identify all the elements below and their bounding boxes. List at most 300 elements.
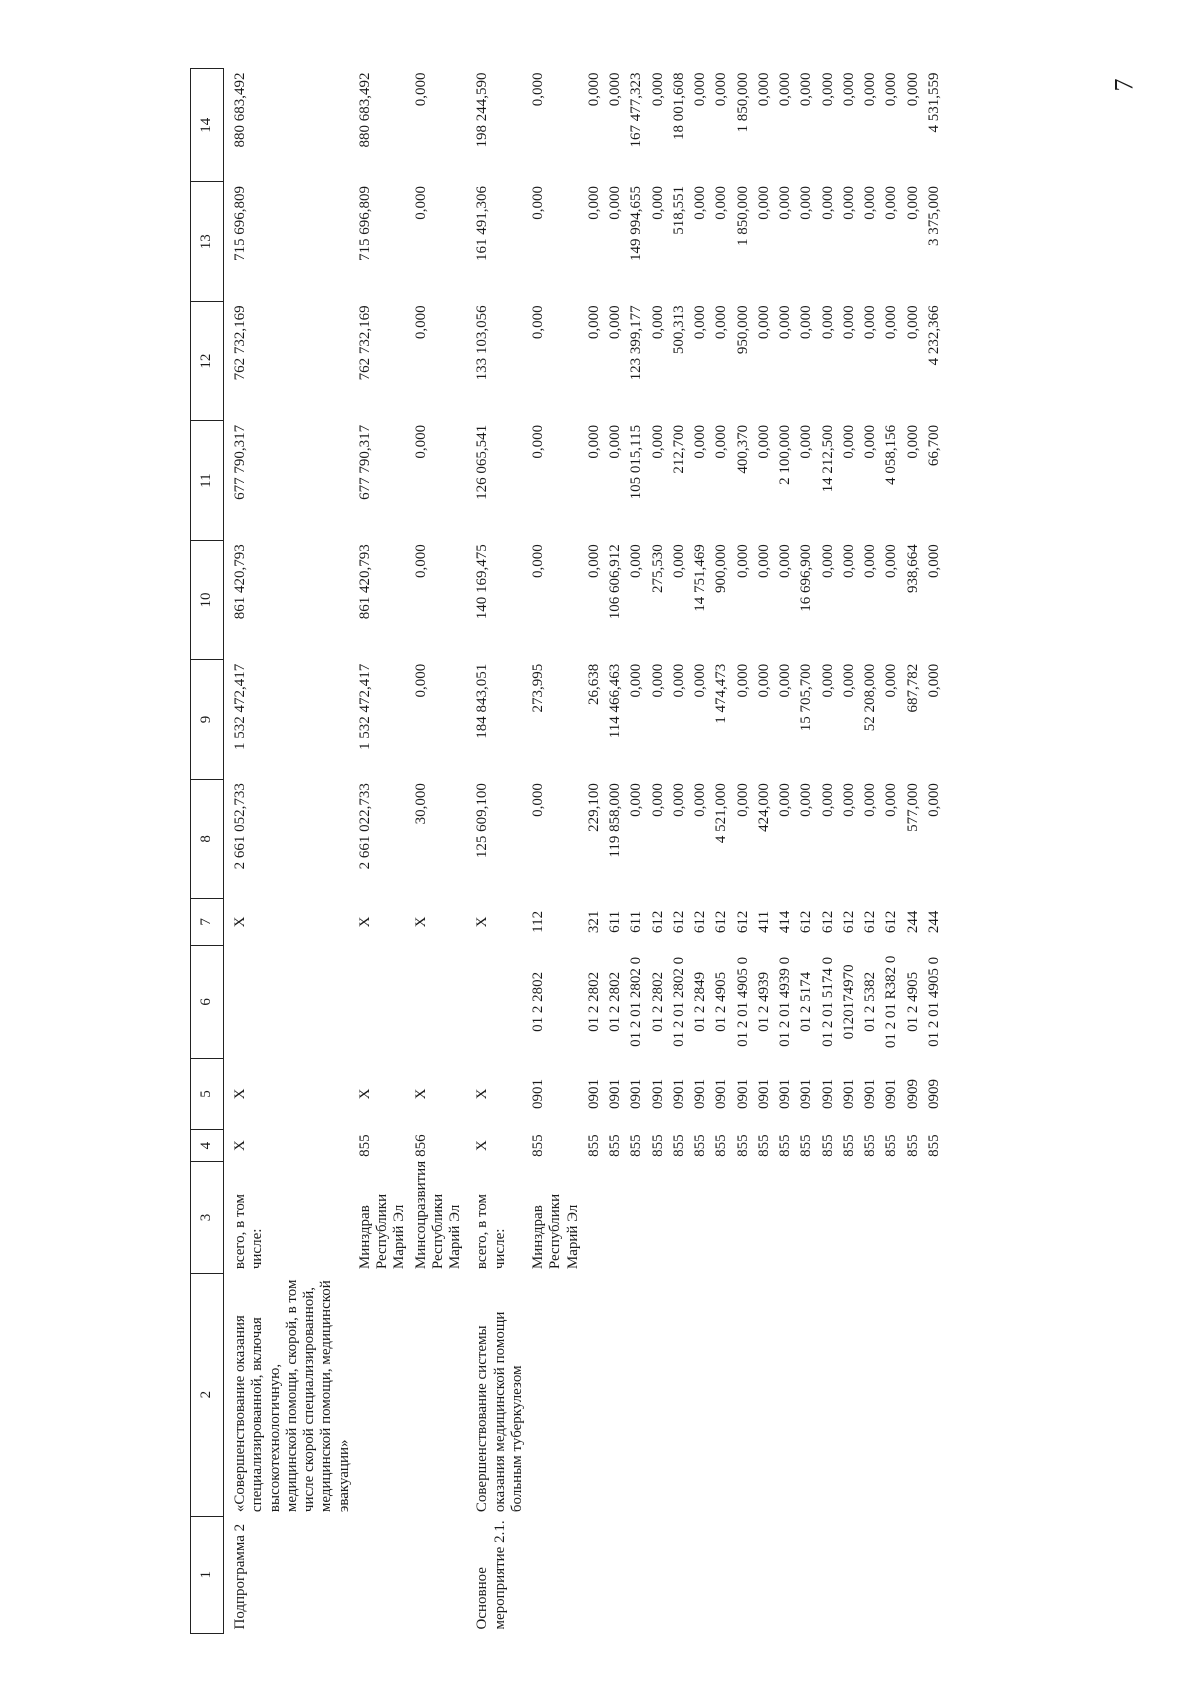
table-cell: 212,700 [670,424,687,474]
table-cell: 0,000 [840,305,857,340]
table-cell: 0,000 [819,185,836,220]
header-row [191,69,224,1634]
table-cell: 880 683,492 [356,72,373,148]
table-cell: 0,000 [777,185,793,220]
page-number: 7 [1109,78,1139,92]
table-cell: 0,000 [777,72,793,107]
table-cell: 880 683,492 [232,72,248,148]
table-cell: 229,100 [585,783,602,832]
table-cell [754,1162,775,1273]
table-cell: 861 420,793 [232,544,248,620]
table-cell: 0,000 [713,424,730,459]
table-row [690,69,711,1634]
table-cell [796,1162,817,1273]
table-cell: 687,782 [904,663,921,713]
table-cell: 0,000 [530,72,546,107]
table-cell: 0,000 [798,424,815,459]
table-cell: 1 850,000 [734,72,751,133]
table-cell: 01 2 2849 [692,971,708,1032]
table-cell: 938,664 [904,544,921,594]
budget-table [190,68,945,1634]
table-cell: 855 [755,1134,772,1157]
table-row [796,69,817,1634]
table-cell: 0,000 [734,663,751,698]
table-cell: X [474,1088,491,1100]
table-cell: 0,000 [755,544,772,579]
table-cell: 0120174970 [840,964,857,1040]
table-cell [669,1516,690,1633]
table-cell: 15 705,700 [798,663,815,732]
table-cell: 140 169,475 [474,544,491,620]
table-cell: X [356,916,373,928]
table-cell [903,1516,924,1633]
table-cell [754,1273,775,1516]
table-cell: 0,000 [840,424,857,459]
table-cell [669,1273,690,1516]
table-cell: 677 790,317 [356,424,373,500]
table-cell: 0,000 [755,185,772,220]
column-header: 12 [191,301,224,420]
table-cell: 0,000 [840,185,857,220]
table-cell: 518,551 [670,185,687,235]
table-cell [648,1273,669,1516]
table-cell: 0,000 [607,185,623,220]
table-cell: 612 [819,910,836,934]
table-cell: 0,000 [734,783,751,817]
table-row [711,69,732,1634]
table-row [733,69,754,1634]
table-cell: 18 001,608 [670,72,687,140]
table-cell [796,1273,817,1516]
table-cell: 1 474,473 [713,663,730,724]
table-cell [355,945,411,1058]
table-cell: 184 843,051 [474,663,491,739]
table-cell: 01 2 4939 [755,971,772,1032]
table-cell: 762 732,169 [356,305,373,381]
table-cell: 0,000 [713,72,730,107]
table-row [754,69,775,1634]
table-cell [466,945,528,1058]
table-cell: 950,000 [734,305,751,355]
column-header: 14 [191,69,224,182]
table-cell [881,1273,902,1516]
table-cell: 0,000 [692,185,708,220]
table-cell: 01 2 2802 [649,971,666,1032]
table-cell: 0909 [925,1078,942,1109]
table-cell: 0901 [607,1078,623,1109]
table-cell: X [412,916,429,928]
table-cell: Минздрав Республики Марий Эл [530,1193,581,1270]
table-cell: 0,000 [904,185,921,220]
table-cell: 0,000 [840,663,857,698]
table-cell: 855 [530,1134,546,1157]
table-row [775,69,796,1634]
table-cell: 01 2 01 4939 0 [777,956,793,1047]
table-cell: 0901 [628,1078,645,1109]
table-cell: 612 [798,910,815,934]
table-cell: 0,000 [530,305,546,340]
table-cell: 119 858,000 [607,783,623,858]
table-cell: 612 [692,910,708,934]
table-cell: 0,000 [670,783,687,817]
table-cell: 0,000 [798,185,815,220]
table-cell: 0,000 [904,72,921,107]
table-cell [924,1516,945,1633]
table-cell [839,1273,860,1516]
table-cell: 0,000 [925,663,942,698]
column-header: 13 [191,182,224,301]
table-row [466,69,528,1634]
table-cell [690,1516,711,1633]
table-cell [818,1273,839,1516]
table-cell: 0,000 [412,663,429,698]
table-cell: 0,000 [713,305,730,340]
table-cell: 500,313 [670,305,687,355]
table-cell: 0901 [883,1078,900,1109]
table-cell [411,945,467,1058]
table-cell: 0,000 [692,72,708,107]
table-cell: 0,000 [607,305,623,340]
table-cell: 612 [862,910,878,934]
table-cell: Совершенствование системы оказания медицинской помощи больным туберкулезом [474,1311,525,1513]
table-row [355,69,411,1634]
table-cell: 0,000 [670,663,687,698]
table-cell: 0,000 [904,305,921,340]
table-cell: 612 [840,910,857,934]
table-row [584,69,605,1634]
table-cell: 612 [670,910,687,934]
table-cell: 762 732,169 [232,305,248,381]
table-cell: 01 2 4905 [713,971,730,1032]
table-row [605,69,626,1634]
table-cell: 0909 [904,1078,921,1109]
table-cell [775,1516,796,1633]
table-cell: 275,530 [649,544,666,594]
table-cell: 167 477,323 [628,72,645,148]
table-cell [690,1162,711,1273]
table-cell: 400,370 [734,424,751,474]
column-header: 3 [191,1162,224,1273]
table-cell: 106 606,912 [607,544,623,620]
table-cell [818,1162,839,1273]
table-cell: 0,000 [862,185,878,220]
table-cell: X [232,916,248,928]
table-cell: 14 751,469 [692,544,708,612]
table-cell [626,1516,647,1633]
table-cell: 715 696,809 [232,185,248,261]
table-cell: 0901 [862,1078,878,1109]
table-cell: 855 [904,1134,921,1157]
table-row [528,69,584,1634]
table-cell: 26,638 [585,663,602,705]
table-cell: 01 2 5382 [862,971,878,1032]
table-cell: 0,000 [862,544,878,579]
table-cell: 0,000 [628,663,645,698]
table-cell: 855 [840,1134,857,1157]
table-cell: 0,000 [777,305,793,340]
table-cell: 0,000 [883,544,900,579]
table-cell: 424,000 [755,783,772,832]
table-cell: 66,700 [925,424,942,467]
table-cell: 0,000 [628,544,645,579]
table-cell: 0901 [530,1078,546,1109]
table-row [626,69,647,1634]
table-cell: 0,000 [883,72,900,107]
table-cell: 0,000 [585,424,602,459]
table-cell [669,1162,690,1273]
table-cell: 0,000 [755,72,772,107]
table-row [411,69,467,1634]
table-cell: 125 609,100 [474,783,491,859]
table-cell: 0,000 [862,424,878,459]
table-cell [584,1516,605,1633]
table-cell [690,1273,711,1516]
table-cell [796,1516,817,1633]
table-cell [733,1516,754,1633]
table-cell: Основное мероприятие 2.1. [474,1520,508,1630]
table-cell: 611 [628,910,645,933]
table-cell [648,1516,669,1633]
table-cell: 52 208,000 [862,663,878,732]
table-cell: 855 [649,1134,666,1157]
table-cell: 01 2 4905 [904,971,921,1032]
table-cell: 0,000 [649,305,666,340]
table-cell [626,1162,647,1273]
table-cell: 0901 [755,1078,772,1109]
table-body [224,69,946,1634]
table-cell: 612 [649,910,666,934]
table-cell: 273,995 [530,663,546,713]
table-cell: 0,000 [628,783,645,817]
table-cell: 856 [412,1134,429,1157]
table-cell: 01 2 01 4905 0 [925,956,942,1047]
table-cell: 0,000 [412,185,429,220]
table-cell: 0901 [649,1078,666,1109]
table-cell: Минздрав Республики Марий Эл [356,1193,408,1270]
table-cell: 0901 [670,1078,687,1109]
table-cell [224,945,355,1058]
table-cell: 900,000 [713,544,730,594]
table-cell: X [356,1088,373,1100]
table-cell: 0,000 [798,783,815,817]
table-cell [924,1273,945,1516]
table-cell: 0,000 [904,424,921,459]
table-cell [903,1162,924,1273]
table-cell: 01 2 01 R382 0 [883,955,900,1049]
table-cell: 861 420,793 [356,544,373,620]
table-cell: 0,000 [755,305,772,340]
table-cell: Минсоцразвития Республики Марий Эл [412,1160,463,1270]
table-cell [626,1273,647,1516]
table-cell: 0,000 [649,72,666,107]
table-row [924,69,945,1634]
table-row [648,69,669,1634]
table-cell: 0,000 [607,72,623,107]
table-cell: 0,000 [819,783,836,817]
table-cell: 114 466,463 [607,663,623,739]
table-cell: 30,000 [412,783,429,825]
table-cell: 0,000 [585,544,602,579]
table-cell: 244 [904,910,921,934]
table-row [669,69,690,1634]
table-cell: 1 532 472,417 [232,663,248,750]
table-cell: 0,000 [819,544,836,579]
table-cell: 0,000 [883,185,900,220]
table-cell [711,1162,732,1273]
table-row [860,69,881,1634]
table-cell: 855 [862,1134,878,1157]
table-cell: 855 [734,1134,751,1157]
table-cell: X [474,916,491,928]
table-cell [355,1516,411,1633]
table-cell: 3 375,000 [925,185,942,246]
table-cell: 677 790,317 [232,424,248,500]
table-row [903,69,924,1634]
table-cell [881,1162,902,1273]
table-cell: 0,000 [585,72,602,107]
table-cell: «Совершенствование оказания специализированной, включая высокотехнологичную, медицинской помощи, скорой, в том числе скорой специализированной, медицинской помощи, медицинской эвакуации» [232,1279,352,1513]
table-cell: 855 [628,1134,645,1157]
table-cell [775,1273,796,1516]
table-cell: 0,000 [819,305,836,340]
table-cell: 0,000 [649,424,666,459]
table-cell [411,1516,467,1633]
table-cell [411,1273,467,1516]
table-row [881,69,902,1634]
table-cell: 01 2 01 2802 0 [670,956,687,1047]
table-cell: 0,000 [755,663,772,698]
table-cell: 715 696,809 [356,185,373,261]
table-cell: 2 661 052,733 [232,783,248,870]
table-cell: 577,000 [904,783,921,832]
table-cell: 0,000 [649,783,666,817]
table-cell: 0,000 [755,424,772,459]
table-cell: X [474,1140,491,1152]
column-header: 11 [191,421,224,540]
table-cell: 0,000 [798,305,815,340]
table-cell: X [232,1088,248,1100]
table-cell: 611 [607,910,623,933]
table-cell: 855 [585,1134,602,1157]
table-cell: 123 399,177 [628,305,645,381]
table-cell: 01 2 2802 [585,971,602,1032]
table-cell: 0,000 [862,72,878,107]
table-cell [711,1516,732,1633]
table-row [224,69,355,1634]
table-cell [605,1273,626,1516]
table-cell: 0,000 [819,663,836,698]
table-cell: X [232,1140,248,1152]
table-cell: 855 [607,1134,623,1157]
table-cell: 321 [585,910,602,934]
table-cell: 612 [883,910,900,934]
table-cell: 0,000 [649,185,666,220]
table-cell: всего, в том числе: [474,1193,508,1270]
table-cell: 14 212,500 [819,424,836,493]
table-cell: 0,000 [925,783,942,817]
table-cell [733,1273,754,1516]
table-cell: 0,000 [798,72,815,107]
column-header: 4 [191,1129,224,1161]
table-cell: 0,000 [412,544,429,579]
table-cell: 0,000 [777,783,793,817]
table-cell: 0,000 [713,185,730,220]
column-header: 9 [191,660,224,779]
table-cell: 161 491,306 [474,185,491,261]
column-header: 6 [191,945,224,1058]
table-cell: 0,000 [840,72,857,107]
table-cell: 0,000 [777,663,793,698]
table-cell: 0,000 [649,663,666,698]
table-cell: 112 [530,910,546,933]
column-header: 2 [191,1273,224,1516]
table-cell: 0,000 [777,544,793,579]
table-cell: 855 [883,1134,900,1157]
table-cell: 0901 [734,1078,751,1109]
table-cell: 0,000 [585,305,602,340]
table-cell [528,1273,584,1516]
table-cell: 855 [798,1134,815,1157]
table-cell [860,1516,881,1633]
table-row [839,69,860,1634]
table-cell [605,1162,626,1273]
table-cell: 0,000 [607,424,623,459]
table-cell: 1 850,000 [734,185,751,246]
table-cell: 133 103,056 [474,305,491,381]
table-cell: 0,000 [585,185,602,220]
table-cell: 0901 [777,1078,793,1109]
table-cell: 2 100,000 [777,424,793,485]
table-cell: Подпрограмма 2 [232,1523,248,1630]
table-cell: 0,000 [412,72,429,107]
table-cell: 2 661 022,733 [356,783,373,870]
table-cell: 612 [713,910,730,934]
table-cell [584,1273,605,1516]
table-cell: 0,000 [840,544,857,579]
table-cell: 0,000 [692,424,708,459]
table-cell: 0,000 [412,305,429,340]
table-cell: 4 058,156 [883,424,900,485]
table-cell: 0,000 [692,783,708,817]
table-cell: 0,000 [862,305,878,340]
table-cell: 01 2 01 2802 0 [628,956,645,1047]
table-cell [839,1516,860,1633]
table-cell [754,1516,775,1633]
table-cell [584,1162,605,1273]
table-cell [903,1273,924,1516]
column-header: 10 [191,540,224,659]
table-cell: 105 015,115 [628,424,645,500]
table-cell: 4 531,559 [925,72,942,133]
table-cell: 855 [819,1134,836,1157]
table-cell: 0,000 [670,544,687,579]
table-cell: 0,000 [530,544,546,579]
table-row [818,69,839,1634]
table-cell: 855 [925,1134,942,1157]
table-cell [881,1516,902,1633]
table-cell [711,1273,732,1516]
table-cell: 0,000 [862,783,878,817]
table-cell [860,1162,881,1273]
table-cell: 0,000 [530,424,546,459]
table-cell: 0,000 [530,783,546,817]
table-cell: 0,000 [883,305,900,340]
table-cell: 855 [713,1134,730,1157]
table-cell: 855 [356,1134,373,1157]
table-cell: 0,000 [530,185,546,220]
table-cell: 0901 [585,1078,602,1109]
table-cell [924,1162,945,1273]
